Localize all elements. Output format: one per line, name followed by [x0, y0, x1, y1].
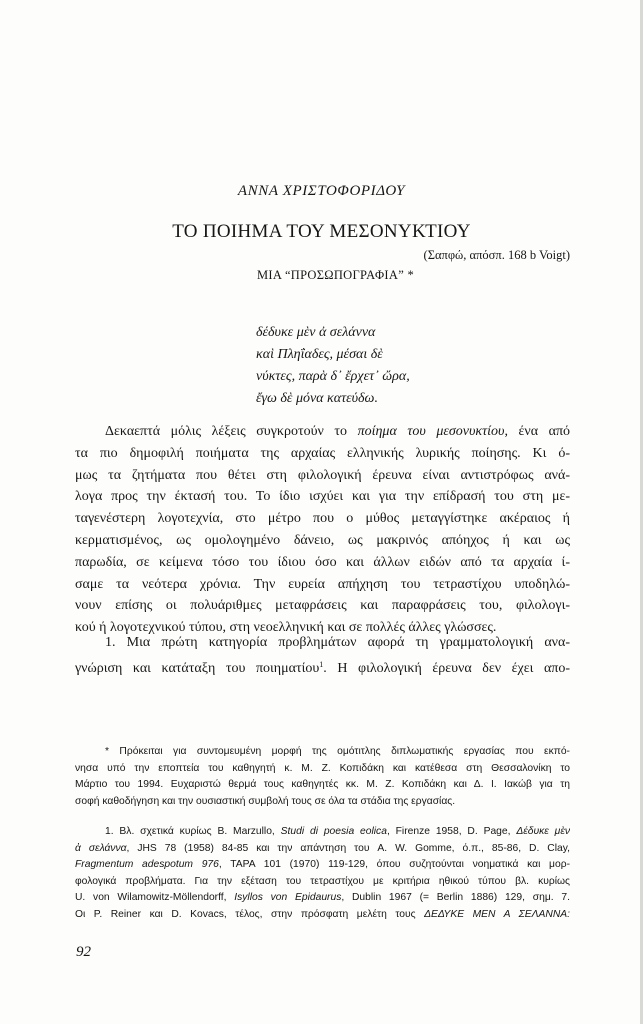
article-title: ΤΟ ΠΟΙΗΜΑ ΤΟΥ ΜΕΣΟΝΥΚΤΙΟΥ: [172, 221, 471, 242]
note-line: νησα υπό την εποπτεία του καθηγητή κ. Μ. Ζ. Κοπιδάκη και κατέθεσα στη Θεσσαλονίκη το: [75, 762, 570, 774]
text-line: γνώριση και κατάταξη του ποιηματίου$^1$. Η φιλολογική έρευνα δεν έχει απο-: [75, 659, 571, 676]
footnote-1: [75, 824, 570, 924]
poem-line: καὶ Πληΐαδες, μέσαι δὲ: [256, 347, 383, 362]
poem-line: δέδυκε μὲν ἀ σελάννα: [256, 325, 376, 340]
note-line: 1. Βλ. σχετικά κυρίως B. Marzullo, Studi di poesia eolica, Firenze 1958, D. Page, Δέδυκε μὲν: [105, 826, 570, 837]
text-line: παρωδία, σε κείμενα τόσο του ίδιου όσο και άλλων ειδών από τα αρχαία ί-: [75, 554, 570, 570]
paragraph-section-1: [75, 632, 570, 680]
text-line: 1. Μια πρώτη κατηγορία προβλημάτων αφορά τη γραμματολογική ανα-: [105, 635, 570, 650]
note-line: * Πρόκειται για συντομευμένη μορφή της ομότιτλης διπλωματικής εργασίας που εκπό-: [105, 746, 570, 757]
poem-line: νύκτες, παρὰ δ᾽ ἔρχετ᾽ ὤρα,: [256, 369, 410, 384]
text-line: κερματισμένος, ως ομολογημένο δάνειο, ως μακρινός απόηχος ή και ως: [75, 532, 570, 548]
source-reference: (Σαπφώ, απόσπ. 168 b Voigt): [423, 248, 570, 262]
page-number: 92: [76, 944, 91, 960]
author-name: ΑΝΝΑ ΧΡΙΣΤΟΦΟΡΙΔΟΥ: [237, 183, 406, 199]
footnote-ref[interactable]: 1: [319, 659, 324, 669]
note-line: ἀ σελάννα, JHS 78 (1958) 84-85 και την απάντηση του A. W. Gomme, ό.π., 85-86, D. Clay,: [75, 842, 570, 854]
text-line: νουν επίσης οι πολυάριθμες μεταφράσεις και παραφράσεις του, φιλολογι-: [75, 598, 570, 614]
text-line: Δεκαεπτά μόλις λέξεις συγκροτούν το ποίημα του μεσονυκτίου, ένα από: [105, 424, 571, 439]
footnote-star: [75, 744, 570, 810]
note-line: Οι P. Reiner και D. Kovacs, τέλος, στην πρόσφατη μελέτη τους ΔΕΔΥΚΕ ΜΕΝ Α ΣΕΛΑΝΝΑ:: [75, 908, 570, 920]
note-line: Μάρτιο του 1994. Ευχαριστώ θερμά τους καθηγητές κκ. Μ. Ζ. Κοπιδάκη και Δ. Ι. Ιακώβ για τη: [75, 779, 570, 791]
note-line: Fragmentum adespotum 976, TAPA 101 (1970) 119-129, όπου συζητούνται νοηματικά και μορ-: [75, 859, 570, 871]
text-line: τα πιο δημοφιλή ποιήματα της αρχαίας ελληνικής λυρικής ποίησης. Κι ό-: [75, 445, 570, 461]
text-line: λογα προς την έκτασή του. Το ίδιο ισχύει και για την επίδρασή του στη με-: [75, 489, 570, 505]
text-line: κού ή λογοτεχνικού τύπου, στη νεοελληνική και σε πολλές άλλες γλώσσες.: [75, 620, 497, 636]
paragraph-intro: [75, 421, 570, 639]
poem-quote: [256, 322, 410, 410]
note-line: U. von Wilamowitz-Möllendorff, Isyllos von Epidaurus, Dublin 1967 (= Berlin 1886) 129, σημ. 7.: [75, 892, 570, 904]
text-line: μως τα ζητήματα που θέτει στη φιλολογική έρευνα είναι αντιστρόφως ανά-: [75, 467, 570, 483]
text-line: ταγενέστερη λογοτεχνία, στο μέτρο που ο μύθος μεταγγίστηκε ακέραιος ή: [75, 511, 570, 527]
note-line: σοφή καθοδήγηση και την ουσιαστική συμβολή τους σε όλα τα στάδια της εργασίας.: [75, 795, 456, 807]
article-subtitle: ΜΙΑ “ΠΡΟΣΩΠΟΓΡΑΦΙΑ” *: [257, 268, 415, 282]
poem-line: ἔγω δὲ μόνα κατεύδω.: [256, 391, 378, 406]
note-line: φολογικά προβλήματα. Για την εξέταση του τετραστίχου με κριτήρια ηθικού τύπου βλ. κυρίως: [75, 875, 570, 887]
text-line: σαμε τα νεότερα χρόνια. Την ευρεία απήχηση του τετραστίχου υποδηλώ-: [75, 576, 570, 592]
